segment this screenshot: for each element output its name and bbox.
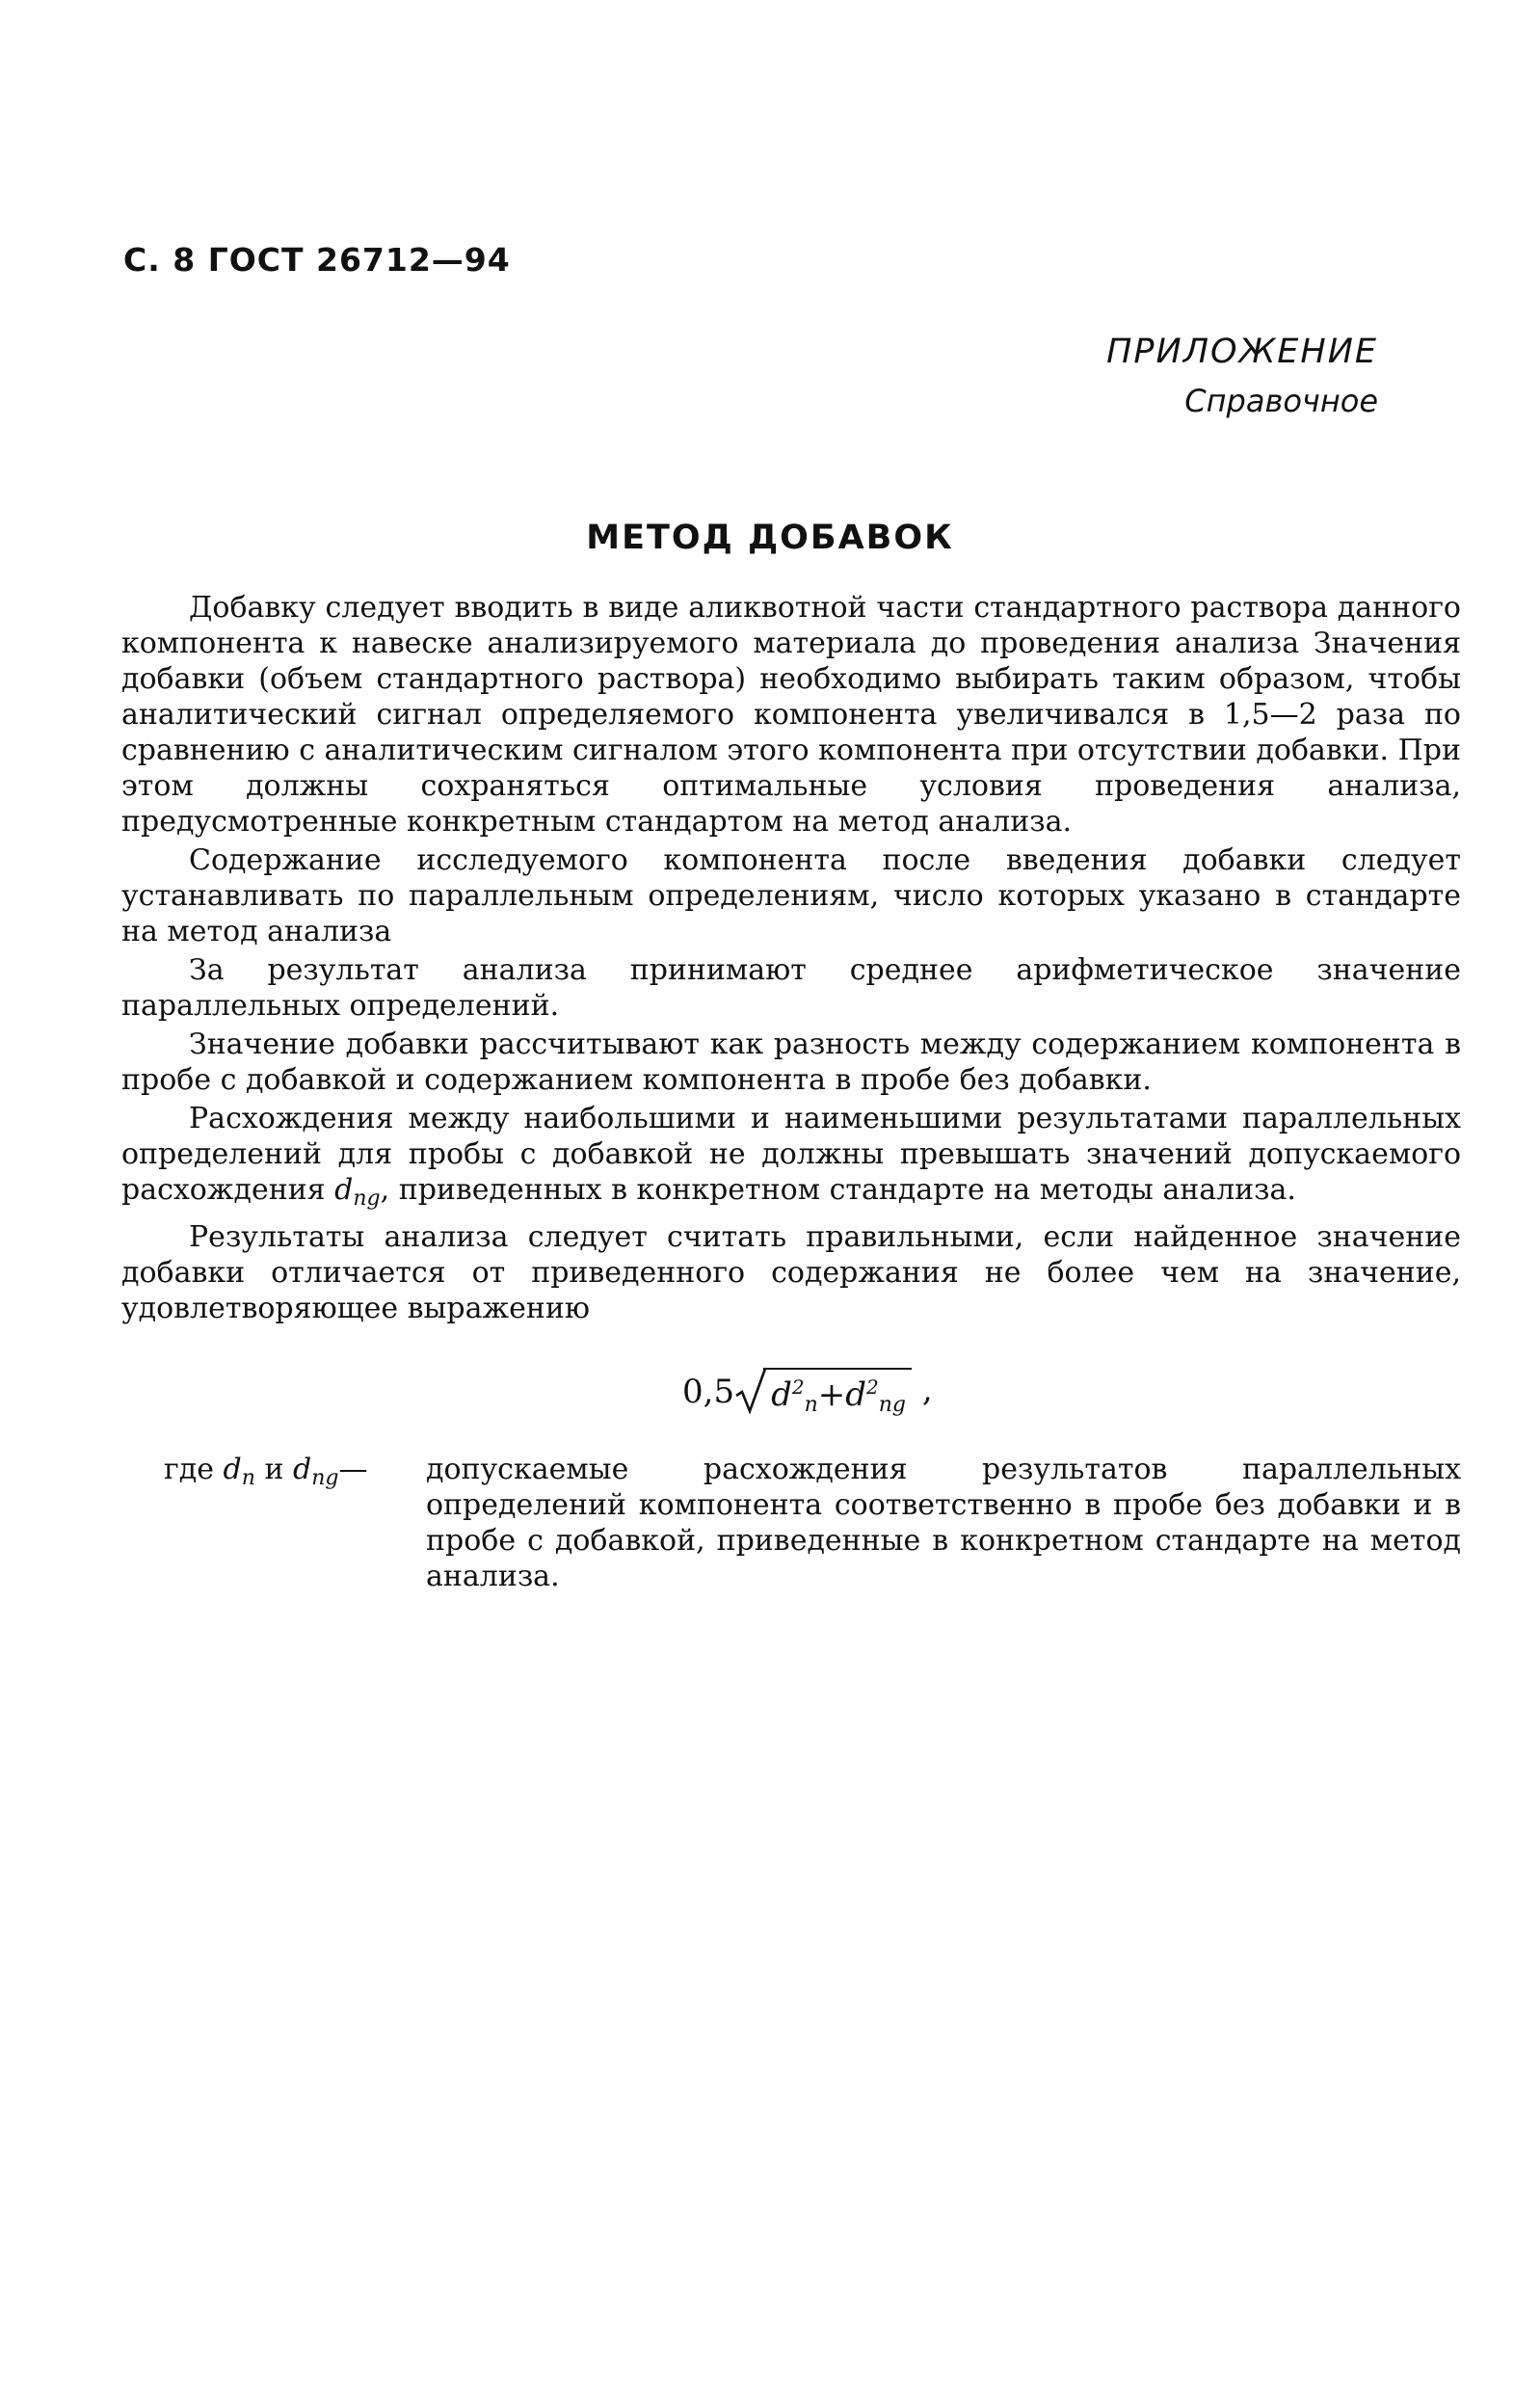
appendix-label: ПРИЛОЖЕНИЕ xyxy=(1106,333,1378,371)
where-explanation: допускаемые расхождения результатов параллельных определений компонента соответственно в пробе без добавки и в пробе с добавкой, приведенные в конкретном стандарте на метод анализа. xyxy=(426,1453,1461,1593)
term1-var: d xyxy=(771,1374,792,1414)
term2-exponent: 2 xyxy=(866,1374,879,1399)
symbol-d: d xyxy=(334,1173,354,1207)
paragraph-5-text-start: Расхождения между наибольшими и наименьшими результатами параллельных определений для пробы с добавкой не должны превышать значений допускаемого расхождения xyxy=(121,1102,1461,1207)
term1-subscript: n xyxy=(804,1392,818,1417)
symbol-subscript-ng: ng xyxy=(353,1187,381,1211)
where-lead xyxy=(164,1452,367,1496)
page-header: С. 8 ГОСТ 26712—94 xyxy=(123,241,511,279)
formula-coefficient: 0,5 xyxy=(682,1373,735,1411)
paragraph-4: Значение добавки рассчитывают как разность между содержанием компонента в пробе с добавкой и содержанием компонента в пробе без добавки. xyxy=(121,1028,1461,1097)
term2-var: d xyxy=(845,1374,867,1414)
paragraph-6: Результаты анализа следует считать правильными, если найденное значение добавки отличается от приведенного содержания не более чем на значение, удовлетворяющее выражению xyxy=(121,1220,1461,1325)
where-and: и xyxy=(264,1453,284,1486)
formula-plus: + xyxy=(817,1374,846,1414)
term1-exponent: 2 xyxy=(791,1374,805,1399)
paragraph-2: Содержание исследуемого компонента после введения добавки следует устанавливать по параллельным определениям, число которых указано в стандарте на метод анализа xyxy=(121,843,1461,948)
where-dash: — xyxy=(338,1453,368,1486)
formula-trailing-comma: , xyxy=(921,1371,933,1409)
where-word: где xyxy=(164,1453,214,1486)
where-sub-2: ng xyxy=(311,1466,339,1490)
body-text xyxy=(121,590,1461,1329)
formula xyxy=(682,1367,933,1417)
sqrt-sign-icon xyxy=(734,1367,767,1417)
paragraph-5 xyxy=(121,1101,1461,1216)
appendix-type: Справочное xyxy=(1184,383,1378,419)
paragraph-1: Добавку следует вводить в виде аликвотной части стандартного раствора данного компонента к навеске анализируемого материала до проведения анализа Значения добавки (объем стандартного раствора) необходимо выбирать таким образом, чтобы аналитический сигнал определяемого компонента увеличивался в 1,5—2 раза по сравнению с аналитическим сигналом этого компонента при отсутствии добавки. При этом должны сохраняться оптимальные условия проведения анализа, предусмотренные конкретным стандартом на метод анализа. xyxy=(121,591,1461,839)
where-var-1: d xyxy=(223,1453,242,1486)
where-var-2: d xyxy=(292,1453,312,1486)
section-title: МЕТОД ДОБАВОК xyxy=(586,519,954,557)
paragraph-3: За результат анализа принимают среднее арифметическое значение параллельных определений. xyxy=(121,953,1461,1023)
term2-subscript: ng xyxy=(878,1392,907,1417)
where-sub-1: n xyxy=(241,1466,255,1490)
paragraph-5-text-end: , приведенных в конкретном стандарте на методы анализа. xyxy=(380,1173,1296,1207)
formula-radicand xyxy=(763,1368,912,1417)
appendix-block xyxy=(1106,333,1378,419)
